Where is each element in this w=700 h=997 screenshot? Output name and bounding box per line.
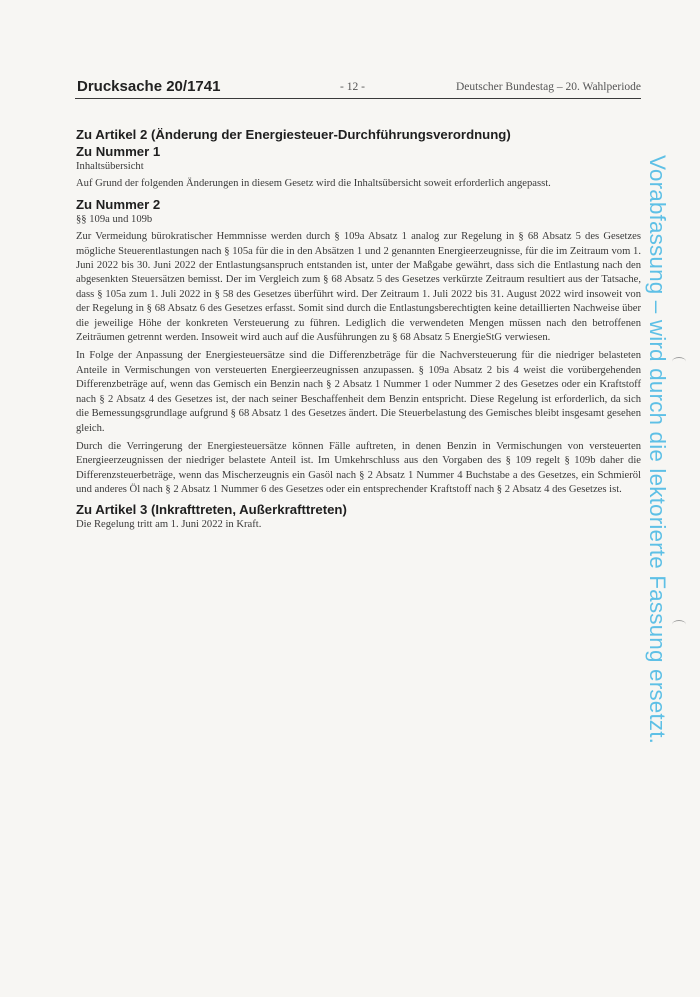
number-2-paragraph-3: Durch die Verringerung der Energiesteuersätze können Fälle auftreten, in denen Benzin in Vermischungen von versteuerten Energieerzeugnissen der niedriger belastete Anteil ist. Im Umkehrschluss aus den Vorgaben des § 109 regelt § 109b daher die Differenzsteuerbeträge, wenn das Mischerzeugnis ein Gasöl nach § 2 Absatz 1 Nummer 4 Buchstabe a des Gesetzes, ein Schmieröl und anderes Öl nach § 2 Absatz 1 Nummer 6 des Gesetzes oder ein entsprechender Kraftstoff nach § 2 Absatz 4 des Gesetzes ist. [76,440,641,496]
article-3-text: Die Regelung tritt am 1. Juni 2022 in Kraft. [76,518,262,530]
number-1-subject: Inhaltsübersicht [76,161,144,172]
number-2-subject: §§ 109a und 109b [76,213,153,225]
scan-mark [672,357,686,366]
page-number: - 12 - [340,81,365,93]
number-2-heading: Zu Nummer 2 [76,196,161,212]
scan-mark [672,620,686,629]
number-1-text: Auf Grund der folgenden Änderungen in diesem Gesetz wird die Inhaltsübersicht soweit erforderlich angepasst. [76,178,551,190]
number-1-heading: Zu Nummer 1 [76,144,161,159]
number-2-paragraph-1: Zur Vermeidung bürokratischer Hemmnisse werden durch § 109a Absatz 1 analog zur Regelung in § 68 Absatz 5 des Gesetzes mögliche Steuerentlastungen nach § 105a für die in den Absätzen 1 und 2 genannten Energieerzeugnisse, für die im Zeitraum vom 1. Juni 2022 bis 30. Juni 2022 der Entlastungsanspruch entstanden ist, unter der Maßgabe gewährt, dass sich die Entlastung nach den abgesenkten Steuersätzen bemisst. Der im Vergleich zum § 68 Absatz 5 des Gesetzes verkürzte Zeitraum resultiert aus der Tatsache, dass § 105a zum 1. Juli 2022 in § 58 des Gesetzes überführt wird. Der Zeitraum 1. Juli 2022 bis 31. August 2022 wird insoweit von der Regelung in § 68 Absatz 6 des Gesetzes erfasst. Somit sind durch die Entlastungsberechtigten keine detaillierten Nachweise über die jeweilige Höhe der konkreten Versteuerung zu führen. Lediglich die verwendeten Mengen müssen nach den betroffenen Zeiträumen getrennt werden. Insoweit wird auch auf die Ausführungen zu § 68 Absatz 5 EnergieStG verwiesen. [76,231,641,344]
draft-watermark: Vorabfassung – wird durch die lektorierte Fassung ersetzt. [645,155,670,744]
parliament-period: Deutscher Bundestag – 20. Wahlperiode [455,81,641,93]
document-number: Drucksache 20/1741 [77,78,221,95]
article-3-heading: Zu Artikel 3 (Inkrafttreten, Außerkrafttreten) [76,501,347,517]
document-body [76,127,641,536]
page-header [75,78,641,99]
article-2-heading: Zu Artikel 2 (Änderung der Energiesteuer-Durchführungsverordnung) [76,127,511,142]
number-2-paragraph-2: In Folge der Anpassung der Energiesteuersätze sind die Differenzbeträge für die Nachversteuerung für die niedriger belasteten Anteile in Vermischungen von versteuerten Energieerzeugnissen anzupassen. § 109a Absatz 2 bis 4 weist die vorübergehenden Differenzbeträge auf, wenn das Gemisch ein Benzin nach § 2 Absatz 1 Nummer 1 oder Nummer 2 des Gesetzes oder ein Kraftstoff nach § 2 Absatz 4 des Gesetzes ist, der nach seiner Beschaffenheit dem Benzin entspricht. Diese Regelung ist erforderlich, da sich die Bemessungsgrundlage aufgrund § 68 Absatz 1 des Gesetzes ändert. Die Steuerbelastung des Gemisches bleibt insgesamt gesehen gleich. [76,350,641,434]
